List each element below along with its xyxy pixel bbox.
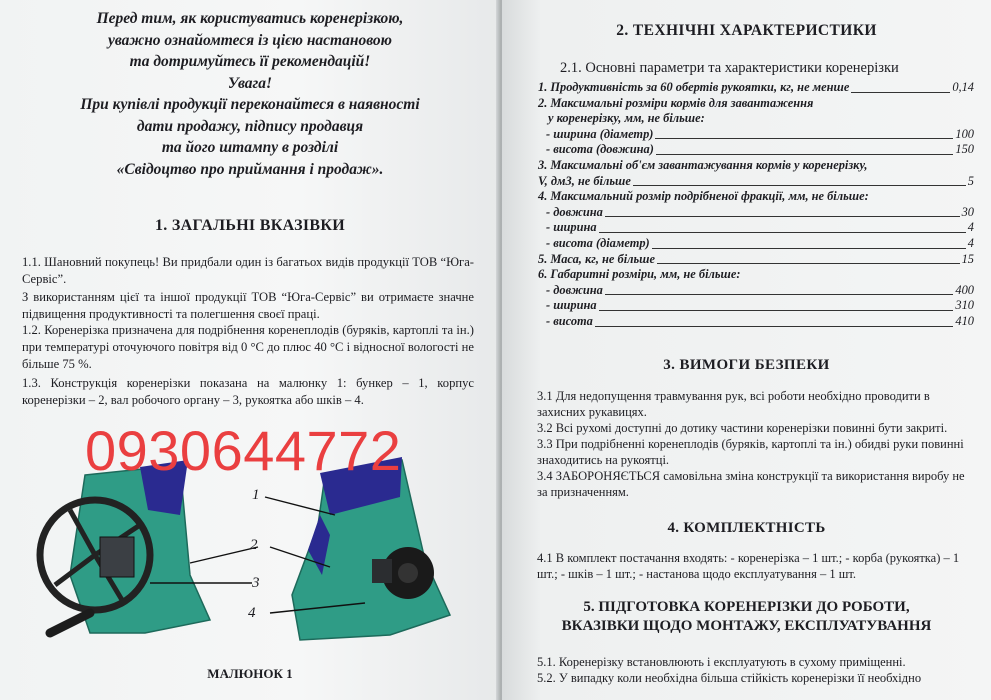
specs-list	[538, 80, 974, 330]
spec-row: V, дм3, не більше 5	[538, 173, 974, 188]
section-5-title-line-1: 5. ПІДГОТОВКА КОРЕНЕРІЗКИ ДО РОБОТИ,	[583, 599, 910, 615]
intro-notice	[40, 8, 460, 180]
paragraph-3-2: 3.2 Всі рухомі доступні до дотику частини коренерізки повинні бути закриті.	[537, 421, 948, 435]
spec-row: - довжина 30	[546, 204, 974, 219]
paragraph-3-3: 3.3 При подрібненні коренеплодів (буряків, картоплі та ін.) обидві руки повинні знаходитись на рукоятці.	[537, 437, 964, 468]
spec-row: 3. Максимальні об'єм завантажування кормів у коренерізку,	[538, 157, 868, 172]
paragraph-1-1-continued: З використанням цієї та іншої продукції ТОВ “Юга-Сервіс” ви отримаєте значне підвищення продуктивності та полегшення своєї праці.	[22, 290, 474, 321]
spec-row: 1. Продуктивність за 60 обертів рукоятки, кг, не менше 0,14	[538, 80, 974, 94]
spec-row: - ширина (діаметр) 100	[546, 126, 974, 141]
paragraph-4-1: 4.1 В комплект постачання входять: - коренерізка – 1 шт.; - корба (рукоятка) – 1 шт.; - шків – 1 шт.; - настанова щодо експлуатування – 1 шт.	[537, 551, 960, 582]
spec-row: 5. Маса, кг, не більше 15	[538, 251, 974, 266]
paragraph-3-1: 3.1 Для недопущення травмування рук, всі роботи необхідно проводити в захисних рукавицях.	[537, 389, 930, 420]
callout-2: 2	[250, 537, 258, 553]
section-5-title-line-2: ВКАЗІВКИ ЩОДО МОНТАЖУ, ЕКСПЛУАТУВАННЯ	[561, 618, 932, 634]
root-cutter-illustration	[30, 455, 470, 665]
spec-row: 4. Максимальний розмір подрібненої фракції, мм, не більше:	[538, 189, 869, 204]
paragraph-1-1: 1.1. Шановний покупець! Ви придбали один із багатьох видів продукції ТОВ “Юга-Сервіс”.	[22, 255, 474, 286]
spec-row: - ширина 310	[546, 298, 974, 313]
spec-row: - довжина 400	[546, 282, 974, 297]
intro-line: При купівлі продукції переконайтеся в наявності	[80, 96, 420, 113]
subsection-2-1-title: 2.1. Основні параметри та характеристики коренерізки	[560, 60, 899, 76]
paragraph-1-3: 1.3. Конструкція коренерізки показана на малюнку 1: бункер – 1, корпус коренерізки – 2, вал робочого органу – 3, рукоятка або шків – 4.	[22, 376, 474, 407]
intro-line: та дотримуйтесь її рекомендацій!	[129, 53, 371, 70]
intro-line: Перед тим, як користуватись коренерізкою,	[96, 10, 404, 27]
intro-line: «Свідоцтво про приймання і продаж».	[116, 160, 384, 178]
spec-row: 2. Максимальні розміри кормів для завантаження	[538, 95, 814, 110]
intro-line: Увага!	[227, 74, 273, 92]
spec-row: - висота (довжина) 150	[546, 142, 974, 157]
spec-row: 6. Габаритні розміри, мм, не більше:	[538, 267, 741, 282]
section-5-title	[502, 598, 991, 636]
intro-line: та його штампу в розділі	[161, 139, 339, 156]
spec-row: - висота 410	[546, 313, 974, 328]
intro-line: дати продажу, підпису продавця	[136, 117, 364, 135]
figure-caption: МАЛЮНОК 1	[207, 666, 293, 681]
callout-3: 3	[252, 575, 260, 591]
section-2-title: 2. ТЕХНІЧНІ ХАРАКТЕРИСТИКИ	[616, 22, 877, 39]
paragraph-3-4: 3.4 ЗАБОРОНЯЄТЬСЯ самовільна зміна конструкції та використання виробу не за призначенням.	[537, 469, 965, 500]
section-3-title: 3. ВИМОГИ БЕЗПЕКИ	[663, 357, 830, 373]
spec-row: - висота (діаметр) 4	[546, 235, 974, 250]
paragraph-5-2: 5.2. У випадку коли необхідна більша стійкість коренерізки її необхідно	[537, 671, 922, 685]
section-4-title: 4. КОМПЛЕКТНІСТЬ	[667, 520, 826, 536]
callout-1: 1	[252, 487, 260, 503]
callout-4: 4	[248, 605, 256, 621]
phone-number-overlay: 0930644772	[85, 419, 402, 482]
figure-1-root-cutter	[30, 455, 470, 665]
spec-row: у коренерізку, мм, не більше:	[548, 111, 705, 126]
paragraph-1-2: 1.2. Коренерізка призначена для подрібнення коренеплодів (буряків, картоплі та ін.) при температурі оточуючого повітря від 0 °С до плюс 40 °С і відносної вологості не більше 75 %.	[22, 323, 474, 371]
paragraph-5-1: 5.1. Коренерізку встановлюють і експлуатують в сухому приміщенні.	[537, 655, 906, 669]
spec-row: - ширина 4	[546, 220, 974, 235]
intro-line: уважно ознайомтеся із цією настановою	[107, 31, 392, 49]
section-1-title: 1. ЗАГАЛЬНІ ВКАЗІВКИ	[155, 217, 345, 234]
